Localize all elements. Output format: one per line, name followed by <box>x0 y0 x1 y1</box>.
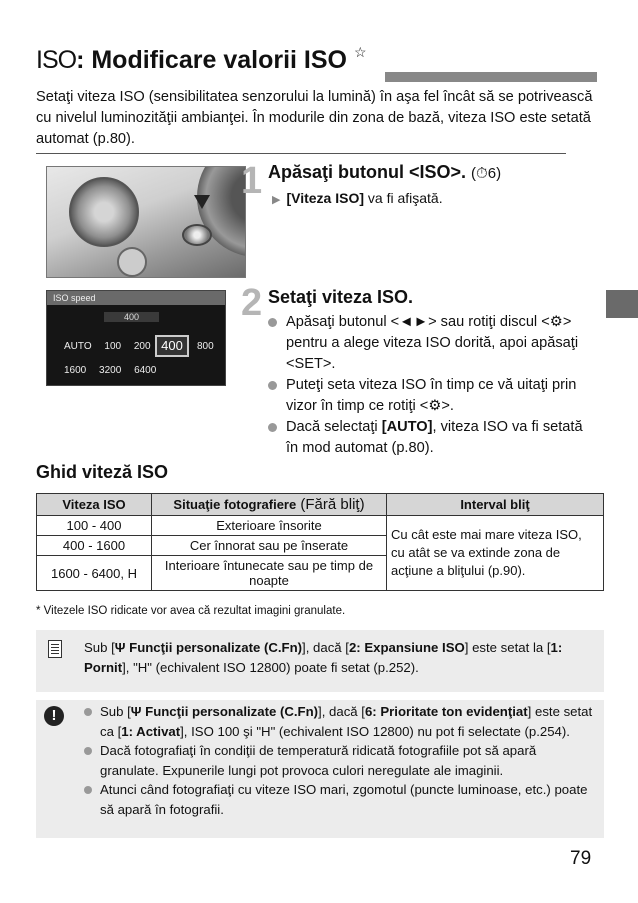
caution-bold: Funcţii personalizate (C.Fn) <box>141 704 319 719</box>
iso-guide-table <box>36 493 604 591</box>
step-2-number: 2 <box>241 282 263 324</box>
screen-value: AUTO <box>64 341 92 352</box>
step-2-bullet <box>268 375 598 417</box>
camera-photo <box>46 166 246 278</box>
result-arrow-icon: ▶ <box>272 194 281 206</box>
memo-bold: 2: Expansiune ISO <box>348 640 465 655</box>
column-header-extra: (Fără bliţ) <box>296 496 365 513</box>
intro-paragraph: Setaţi viteza ISO (sensibilitatea senzorului la lumină) în aşa fel încât să se potrivească cu nivelul luminozităţii ambianţei. În modurile din zona de bază, viteza ISO este setată automat (p.80). <box>36 89 593 147</box>
caution-item <box>84 780 594 819</box>
bullet-icon <box>268 423 277 432</box>
caution-text: ], ISO 100 şi "H" (echivalent ISO 12800) nu pot fi selectate (p.254). <box>180 723 570 739</box>
page-title <box>36 46 367 75</box>
table-cell: 400 - 1600 <box>37 536 152 556</box>
memo-icon <box>48 640 62 658</box>
caution-box <box>36 700 604 838</box>
column-header <box>152 494 387 516</box>
page-number: 79 <box>570 848 592 869</box>
star-icon: ☆ <box>353 44 367 60</box>
memo-bold: Funcţii personalizate (C.Fn) <box>125 640 303 655</box>
flash-note-cell: Cu cât este mai mare viteza ISO, cu atât se va extinde zona de acţiune a bliţului (p.90). <box>387 516 604 591</box>
step-1-title-text: Apăsaţi butonul <ISO>. <box>268 162 467 182</box>
column-header-text: Situaţie fotografiere <box>173 497 297 512</box>
iso-screen <box>46 290 226 386</box>
bullet-text: Puteţi seta viteza ISO în timp ce vă uitaţi prin vizor în timp ce rotiţi <⚙>. <box>286 377 577 414</box>
step-2-bullet <box>268 312 598 375</box>
caution-text: Dacă fotografiaţi în condiţii de temperatură ridicată fotografiile pot să apară granulate. Expunerile lungi pot provoca culori neregulate ale imaginii. <box>100 743 537 778</box>
timer-note: (⏱6) <box>471 165 502 182</box>
step-1-title <box>268 162 501 183</box>
bullet-icon <box>84 747 92 755</box>
step-2-title: Setaţi viteza ISO. <box>268 287 414 307</box>
custom-function-icon: Ψ <box>130 704 142 719</box>
screen-current-value: 400 <box>104 312 159 322</box>
screen-value: 3200 <box>99 365 122 376</box>
step-1-result-text: va fi afişată. <box>364 190 443 206</box>
memo-box <box>36 630 604 692</box>
chapter-tab <box>606 290 638 318</box>
table-cell: Interioare întunecate sau pe timp de noapte <box>152 556 387 591</box>
step-1-result <box>272 190 443 206</box>
screen-value: 200 <box>133 341 151 352</box>
screen-value: 800 <box>197 341 214 352</box>
caution-icon: ! <box>44 706 64 726</box>
screen-value: 1600 <box>64 365 87 376</box>
bullet-text: Apăsaţi butonul <◄►> sau rotiţi discul <⚙> pentru a alege viteza ISO dorită, apoi apăsaţi <SET>. <box>286 314 579 372</box>
column-header: Viteza ISO <box>37 494 152 516</box>
caution-text: ] este setat ca [ <box>100 704 593 739</box>
title-text: : Modificare valorii ISO <box>76 46 347 74</box>
screen-selected-value: 400 <box>155 335 189 357</box>
bullet-icon <box>84 786 92 794</box>
memo-text: ], dacă [ <box>302 640 349 655</box>
caution-item <box>84 741 594 780</box>
screen-value: 6400 <box>134 365 157 376</box>
caution-text: ], dacă [ <box>318 704 365 719</box>
bullet-text <box>286 417 598 459</box>
bullet-icon <box>84 708 92 716</box>
caution-text: Sub [ <box>100 704 131 719</box>
iso-speed-label: [Viteza ISO] <box>286 190 365 206</box>
bullet-text-part: Dacă selectaţi <box>286 419 382 435</box>
memo-text: ], "H" (echivalent ISO 12800) poate fi setat (p.252). <box>122 659 419 675</box>
iso-symbol: ISO <box>36 46 77 74</box>
screen-row-2 <box>64 365 166 376</box>
column-header: Interval bliţ <box>387 494 604 516</box>
caution-text: Atunci când fotografiaţi cu viteze ISO mari, zgomotul (puncte luminoase, etc.) poate să apară în fotografii. <box>100 782 588 817</box>
custom-function-icon: Ψ <box>114 640 126 655</box>
screen-row-1 <box>64 341 161 352</box>
table-header-row <box>37 494 604 516</box>
caution-bold: 6: Prioritate ton evidenţiat <box>364 704 528 719</box>
memo-bold: 1: Pornit <box>84 640 563 675</box>
table-cell: Cer înnorat sau pe înserate <box>152 536 387 556</box>
screen-header: ISO speed <box>47 291 225 305</box>
divider <box>36 153 566 154</box>
mode-dial <box>69 177 139 247</box>
table-cell: 1600 - 6400, H <box>37 556 152 591</box>
bullet-icon <box>268 381 277 390</box>
table-cell: Exterioare însorite <box>152 516 387 536</box>
step-2-bullet <box>268 417 598 459</box>
footnote: * Vitezele ISO ridicate vor avea că rezultat imagini granulate. <box>36 605 346 617</box>
step-1-number: 1 <box>241 160 263 202</box>
pointer-arrow-icon <box>194 195 210 209</box>
table-row <box>37 516 604 536</box>
caution-item <box>84 702 594 741</box>
memo-text: ] este setat la [ <box>464 640 551 655</box>
table-cell: 100 - 400 <box>37 516 152 536</box>
bullet-icon <box>268 318 277 327</box>
auto-label: [AUTO] <box>381 419 433 435</box>
bullet-text-part: , viteza ISO va fi setată în mod automat (p.80). <box>286 419 583 456</box>
title-bar <box>385 72 597 82</box>
memo-text: Sub [ <box>84 640 115 655</box>
caution-bold: 1: Activat <box>121 723 181 739</box>
screen-value: 100 <box>104 341 122 352</box>
guide-title: Ghid viteză ISO <box>36 462 169 482</box>
iso-button <box>182 224 212 246</box>
control-dial <box>117 247 147 277</box>
